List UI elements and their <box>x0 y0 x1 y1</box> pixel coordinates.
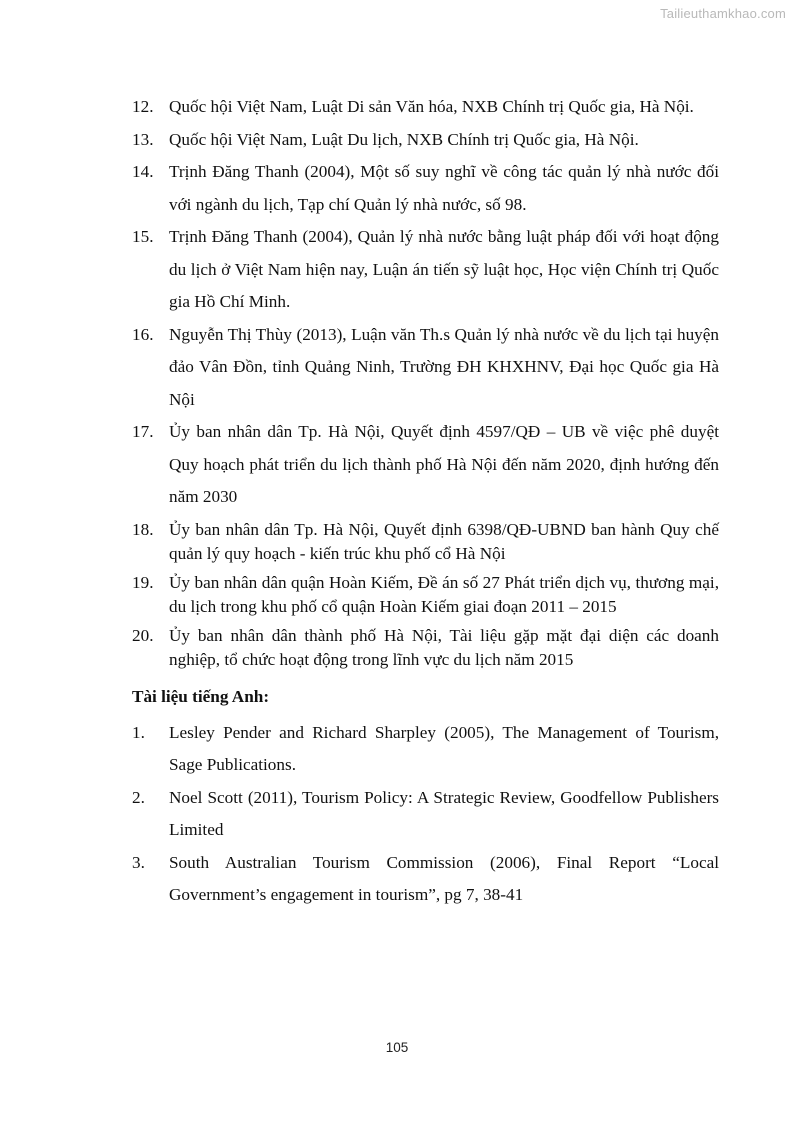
reference-number: 1. <box>132 722 145 742</box>
reference-number: 19. <box>132 572 154 592</box>
reference-text: Trịnh Đăng Thanh (2004), Quản lý nhà nước bằng luật pháp đối với hoạt động du lịch ở Việt Nam hiện nay, Luận án tiến sỹ luật học, Học viện Chính trị Quốc gia Hồ Chí Minh. <box>169 227 719 311</box>
english-references-heading: Tài liệu tiếng Anh: <box>132 686 270 706</box>
reference-text: Lesley Pender and Richard Sharpley (2005), The Management of Tourism, Sage Publications. <box>169 722 719 774</box>
reference-item <box>132 124 719 157</box>
reference-number: 16. <box>132 324 154 344</box>
reference-item <box>132 319 719 417</box>
watermark: Tailieuthamkhao.com <box>660 6 786 21</box>
reference-number: 3. <box>132 852 145 872</box>
reference-item <box>132 624 719 672</box>
reference-text: Quốc hội Việt Nam, Luật Di sản Văn hóa, NXB Chính trị Quốc gia, Hà Nội. <box>169 97 694 116</box>
reference-number: 2. <box>132 787 145 807</box>
reference-text: Quốc hội Việt Nam, Luật Du lịch, NXB Chính trị Quốc gia, Hà Nội. <box>169 129 639 149</box>
reference-text: Ủy ban nhân dân quận Hoàn Kiếm, Đề án số 27 Phát triển dịch vụ, thương mại, du lịch trong khu phố cổ quận Hoàn Kiếm giai đoạn 2011 – 2015 <box>169 572 719 616</box>
reference-text: Ủy ban nhân dân Tp. Hà Nội, Quyết định 6398/QĐ-UBND ban hành Quy chế quản lý quy hoạch - kiến trúc khu phố cổ Hà Nội <box>169 519 719 563</box>
references-body <box>132 91 719 912</box>
reference-number: 14. <box>132 162 154 181</box>
reference-text: Noel Scott (2011), Tourism Policy: A Strategic Review, Goodfellow Publishers Limited <box>169 787 719 839</box>
reference-item <box>132 717 719 782</box>
reference-item <box>132 221 719 319</box>
reference-number: 17. <box>132 422 154 441</box>
reference-item <box>132 782 719 847</box>
page-number: 105 <box>385 1040 409 1055</box>
reference-text: Ủy ban nhân dân Tp. Hà Nội, Quyết định 4597/QĐ – UB về việc phê duyệt Quy hoạch phát triển du lịch thành phố Hà Nội đến năm 2020, định hướng đến năm 2030 <box>169 422 719 506</box>
reference-item <box>132 416 719 514</box>
reference-number: 13. <box>132 129 154 149</box>
reference-item <box>132 156 719 221</box>
reference-item <box>132 571 719 619</box>
reference-number: 12. <box>132 97 154 116</box>
reference-text: Nguyễn Thị Thùy (2013), Luận văn Th.s Quản lý nhà nước về du lịch tại huyện đảo Vân Đồn, tỉnh Quảng Ninh, Trường ĐH KHXHNV, Đại học Quốc gia Hà Nội <box>169 324 719 409</box>
reference-number: 20. <box>132 625 154 645</box>
reference-item <box>132 847 719 912</box>
reference-text: Trịnh Đăng Thanh (2004), Một số suy nghĩ về công tác quản lý nhà nước đối với ngành du lịch, Tạp chí Quản lý nhà nước, số 98. <box>169 162 719 214</box>
reference-item <box>132 91 719 124</box>
reference-number: 18. <box>132 519 154 539</box>
reference-text: South Australian Tourism Commission (2006), Final Report “Local Government’s engagement in tourism”, pg 7, 38-41 <box>169 852 719 904</box>
reference-text: Ủy ban nhân dân thành phố Hà Nội, Tài liệu gặp mặt đại diện các doanh nghiệp, tổ chức hoạt động trong lĩnh vực du lịch năm 2015 <box>169 625 719 669</box>
reference-item <box>132 518 719 566</box>
reference-number: 15. <box>132 227 154 246</box>
